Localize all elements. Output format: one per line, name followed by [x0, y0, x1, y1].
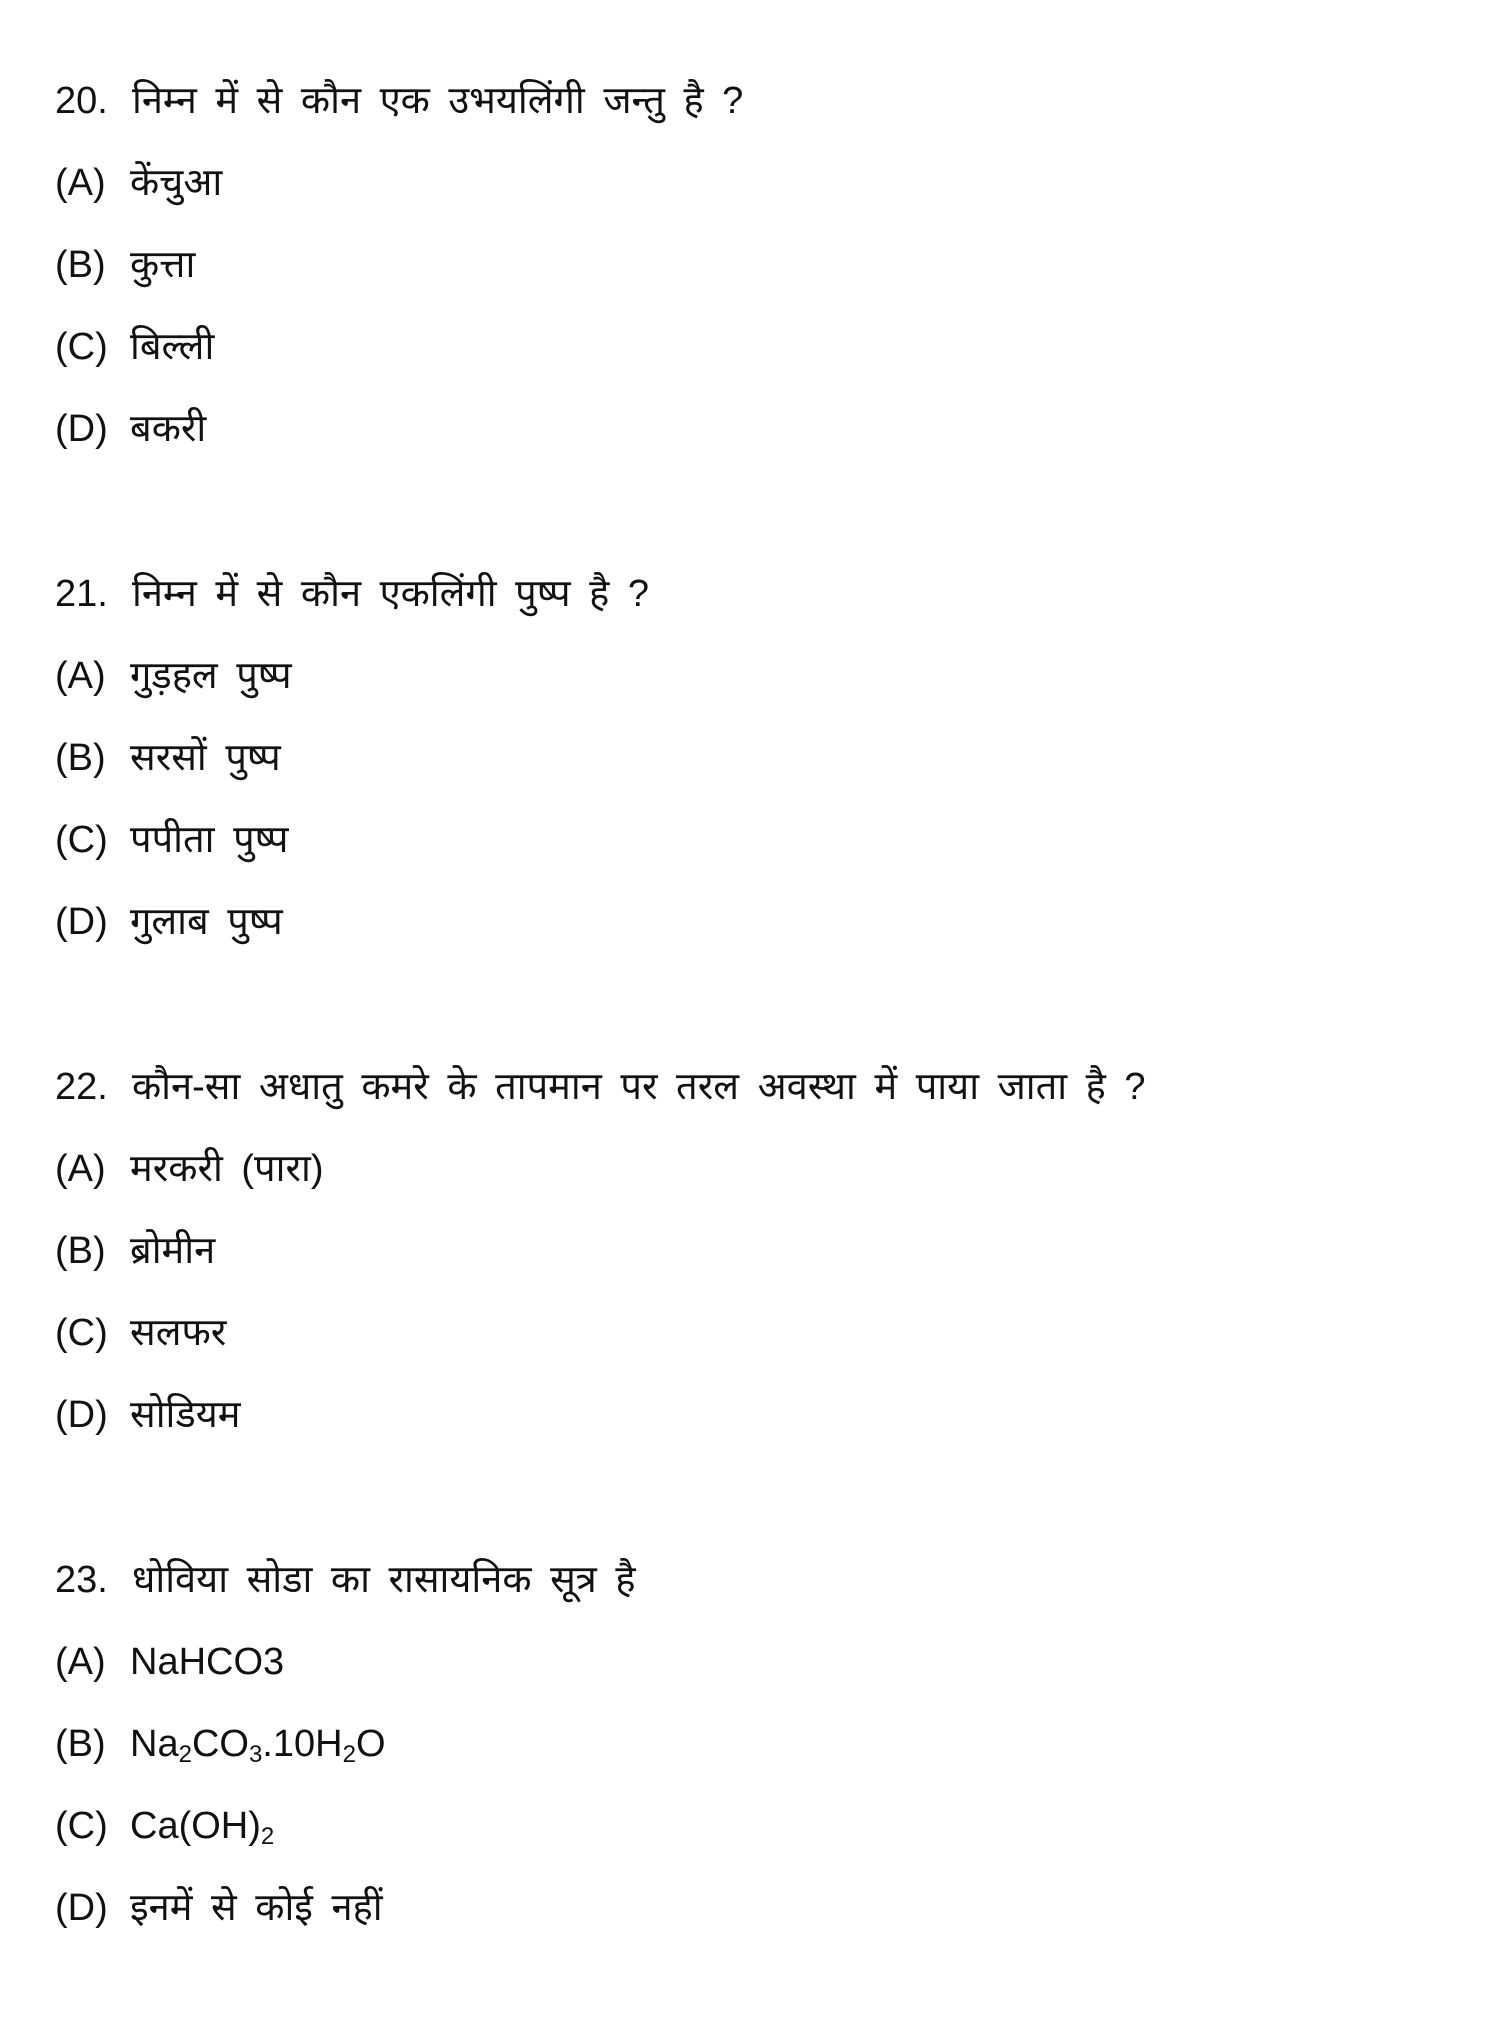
option-label: (A) [55, 1148, 106, 1190]
option-text: गुड़हल पुष्प [130, 655, 292, 697]
option-label: (D) [55, 901, 108, 943]
option-text: इनमें से कोई नहीं [130, 1887, 383, 1929]
option-label: (D) [55, 408, 108, 450]
question-number: 22. [55, 1066, 108, 1108]
option-text: कुत्ता [130, 244, 196, 286]
formula-part: Ca(OH) [130, 1805, 261, 1847]
question-stem [55, 1539, 1505, 1621]
formula-part: Na [130, 1723, 179, 1765]
question-22 [55, 1046, 1505, 1456]
option-text: बिल्ली [130, 326, 215, 368]
question-23 [55, 1539, 1505, 1949]
option-label: (A) [55, 655, 106, 697]
question-text: निम्न में से कौन एक उभयलिंगी जन्तु है ? [132, 80, 744, 122]
option-label: (B) [55, 1723, 106, 1765]
option-a[interactable] [55, 1128, 1505, 1210]
option-formula [130, 1805, 275, 1850]
option-text: केंचुआ [130, 162, 223, 204]
option-label: (C) [55, 1805, 108, 1847]
option-text: सलफर [130, 1312, 227, 1354]
formula-subscript: 2 [260, 1823, 275, 1850]
option-text: सरसों पुष्प [130, 737, 281, 779]
option-d[interactable] [55, 1374, 1505, 1456]
formula-part: O [355, 1723, 386, 1765]
option-text: सोडियम [130, 1394, 241, 1436]
option-label: (D) [55, 1394, 108, 1436]
option-text: बकरी [130, 408, 207, 450]
option-label: (D) [55, 1887, 108, 1929]
option-text: गुलाब पुष्प [130, 901, 283, 943]
option-b[interactable] [55, 1703, 1505, 1785]
option-label: (B) [55, 1230, 106, 1272]
option-label: (C) [55, 326, 108, 368]
option-label: (A) [55, 162, 106, 204]
question-stem [55, 60, 1505, 142]
question-text: निम्न में से कौन एकलिंगी पुष्प है ? [132, 573, 650, 615]
option-c[interactable] [55, 1785, 1505, 1867]
option-d[interactable] [55, 881, 1505, 963]
option-formula [130, 1723, 386, 1768]
option-b[interactable] [55, 224, 1505, 306]
option-c[interactable] [55, 306, 1505, 388]
option-d[interactable] [55, 1867, 1505, 1949]
question-number: 20. [55, 80, 108, 122]
option-text: ब्रोमीन [130, 1230, 216, 1272]
formula-subscript: 3 [248, 1741, 263, 1768]
option-a[interactable] [55, 142, 1505, 224]
formula-part: .10H [262, 1723, 343, 1765]
formula-subscript: 2 [178, 1741, 192, 1768]
formula-part: CO [191, 1723, 249, 1765]
formula-subscript: 2 [342, 1741, 356, 1768]
option-label: (B) [55, 737, 106, 779]
option-text: पपीता पुष्प [130, 819, 289, 861]
option-b[interactable] [55, 1210, 1505, 1292]
option-b[interactable] [55, 717, 1505, 799]
question-stem [55, 1046, 1505, 1128]
option-d[interactable] [55, 388, 1505, 470]
option-label: (C) [55, 819, 108, 861]
option-label: (A) [55, 1641, 106, 1683]
option-text: मरकरी (पारा) [130, 1148, 324, 1190]
question-21 [55, 553, 1505, 963]
question-number: 23. [55, 1559, 108, 1601]
option-label: (C) [55, 1312, 108, 1354]
question-stem [55, 553, 1505, 635]
question-20 [55, 60, 1505, 470]
option-c[interactable] [55, 799, 1505, 881]
option-a[interactable] [55, 1621, 1505, 1703]
question-number: 21. [55, 573, 108, 615]
question-text: कौन-सा अधातु कमरे के तापमान पर तरल अवस्था में पाया जाता है ? [132, 1066, 1146, 1108]
option-text: NaHCO3 [130, 1641, 285, 1683]
option-a[interactable] [55, 635, 1505, 717]
option-c[interactable] [55, 1292, 1505, 1374]
question-text: धोविया सोडा का रासायनिक सूत्र है [132, 1559, 636, 1601]
option-label: (B) [55, 244, 106, 286]
